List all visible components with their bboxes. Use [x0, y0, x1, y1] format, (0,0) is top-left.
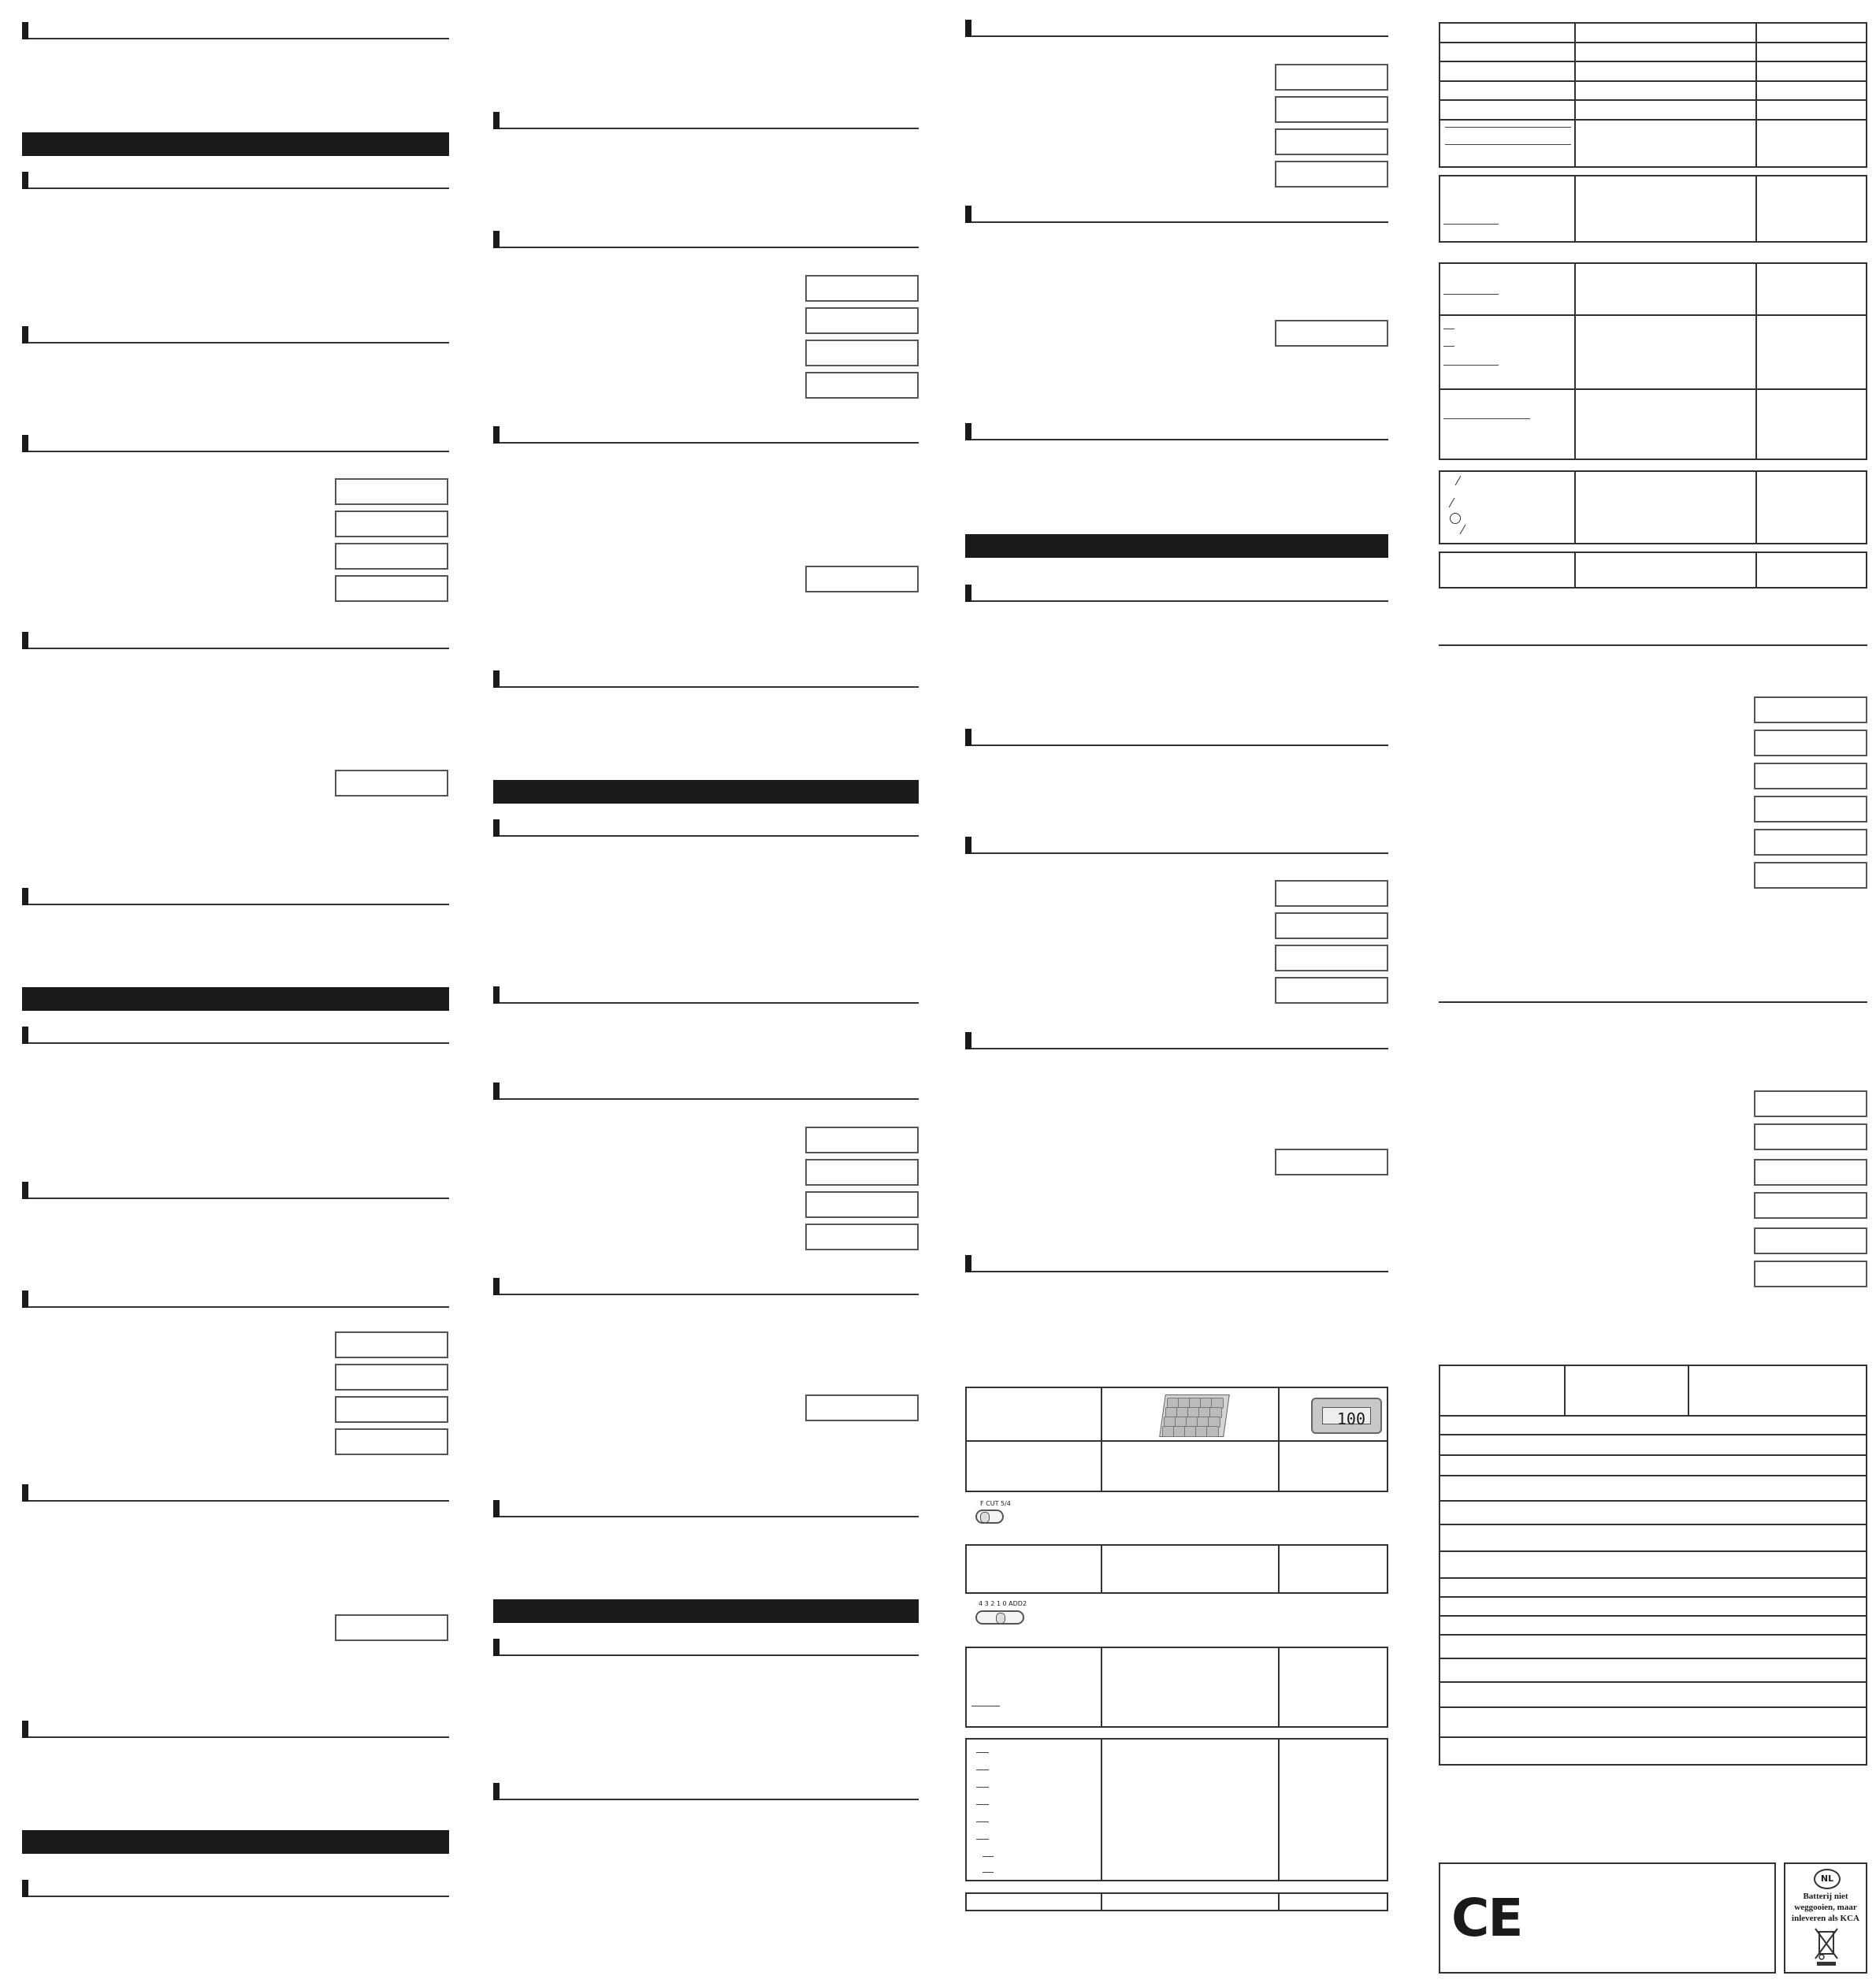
lcd-display-icon: [1311, 1398, 1382, 1434]
section-marker: [22, 22, 28, 39]
decimal-switch-label: 4 3 2 1 0 ADD2: [979, 1600, 1027, 1607]
section-rule: [971, 852, 1388, 854]
section-band: [493, 1599, 919, 1623]
section-rule: [971, 221, 1388, 223]
display-box: [805, 1191, 919, 1218]
section-marker: [22, 326, 28, 343]
section-rule: [28, 342, 449, 343]
display-box: [1275, 880, 1388, 907]
section-rule: [28, 1896, 449, 1897]
section-rule: [500, 1098, 919, 1100]
display-box: [1275, 1149, 1388, 1175]
display-box: [1275, 945, 1388, 971]
display-box: [805, 307, 919, 334]
table-3: [965, 1647, 1388, 1728]
section-marker: [965, 585, 971, 602]
section-marker: [22, 888, 28, 905]
display-box: [1754, 1261, 1867, 1287]
power-switch-label: F CUT 5/4: [980, 1500, 1011, 1507]
section-marker: [22, 1880, 28, 1897]
column-1: [0, 0, 473, 1983]
error-table: [1439, 1365, 1867, 1766]
display-box: [1275, 161, 1388, 188]
section-rule: [500, 1516, 919, 1517]
display-box: [335, 478, 448, 505]
display-box: [335, 575, 448, 602]
display-box: [335, 770, 448, 797]
section-rule: [28, 1306, 449, 1308]
display-box: [335, 1331, 448, 1358]
ce-mark-icon: CE: [1451, 1888, 1522, 1948]
display-box: [1754, 1159, 1867, 1186]
section-rule: [28, 1500, 449, 1502]
section-marker: [493, 231, 500, 248]
section-marker: [493, 112, 500, 129]
section-marker: [22, 172, 28, 189]
display-box: [335, 1614, 448, 1641]
section-rule: [971, 35, 1388, 37]
display-box: [1754, 696, 1867, 723]
section-rule: [28, 648, 449, 649]
section-band: [965, 534, 1388, 558]
power-source-table: [965, 1387, 1388, 1492]
display-box: [805, 1127, 919, 1153]
display-box: [1754, 1090, 1867, 1117]
column-2: [473, 0, 945, 1983]
display-box: [805, 340, 919, 366]
section-marker: [22, 435, 28, 452]
key-function-table-2: [1439, 175, 1867, 243]
decimal-switch-icon: [975, 1610, 1024, 1625]
section-rule: [28, 451, 449, 452]
table-4: [965, 1738, 1388, 1881]
section-rule: [500, 128, 919, 129]
section-rule: [500, 686, 919, 688]
section-rule: [500, 1002, 919, 1004]
country-badge: NL: [1814, 1869, 1841, 1889]
section-rule: [28, 1198, 449, 1199]
section-rule: [971, 1048, 1388, 1049]
key-function-table-4: [1439, 470, 1867, 544]
display-box: [1754, 763, 1867, 789]
section-marker: [965, 729, 971, 746]
section-marker: [493, 986, 500, 1004]
key-function-table-top: [1439, 22, 1867, 121]
section-rule: [28, 1042, 449, 1044]
section-marker: [493, 1639, 500, 1656]
section-rule: [28, 38, 449, 39]
key-function-table-3: [1439, 262, 1867, 460]
display-box: [1754, 829, 1867, 856]
section-marker: [965, 1255, 971, 1272]
section-rule: [971, 600, 1388, 602]
display-box: [1275, 128, 1388, 155]
section-marker: [493, 1783, 500, 1800]
section-rule: [971, 745, 1388, 746]
battery-disposal-notice: Batterij niet weggooien, maar inleveren als KCA: [1792, 1892, 1859, 1923]
display-box: [335, 1428, 448, 1455]
display-box: [1275, 977, 1388, 1004]
display-box: [805, 275, 919, 302]
ce-box: [1439, 1862, 1776, 1974]
section-rule: [500, 442, 919, 444]
section-marker: [22, 1484, 28, 1502]
section-rule: [28, 188, 449, 189]
display-box: [805, 1394, 919, 1421]
display-box: [805, 372, 919, 399]
display-box: [805, 1224, 919, 1250]
table-5: [965, 1892, 1388, 1911]
section-rule: [500, 1654, 919, 1656]
key-function-table-5: [1439, 551, 1867, 589]
section-marker: [493, 1278, 500, 1295]
display-box: [1754, 1123, 1867, 1150]
section-marker: [493, 670, 500, 688]
section-rule: [1439, 644, 1867, 646]
display-box: [1754, 796, 1867, 823]
section-marker: [22, 1027, 28, 1044]
section-marker: [965, 1032, 971, 1049]
recycling-box: [1784, 1862, 1867, 1974]
section-rule: [500, 1294, 919, 1295]
section-band: [493, 780, 919, 804]
section-marker: [22, 1182, 28, 1199]
power-switch-icon: [975, 1510, 1004, 1524]
display-box: [1275, 64, 1388, 91]
display-box: [805, 1159, 919, 1186]
display-box: [1754, 862, 1867, 889]
section-rule: [971, 1271, 1388, 1272]
section-rule: [500, 835, 919, 837]
section-marker: [965, 20, 971, 37]
section-rule: [500, 1799, 919, 1800]
section-marker: [965, 837, 971, 854]
display-box: [335, 543, 448, 570]
section-band: [22, 1830, 449, 1854]
display-box: [805, 566, 919, 592]
section-rule: [1439, 1001, 1867, 1003]
calculator-keypad-icon: [1162, 1394, 1225, 1435]
crossed-bin-icon: [1812, 1927, 1841, 1966]
section-marker: [493, 1500, 500, 1517]
display-box: [1275, 96, 1388, 123]
section-marker: [22, 632, 28, 649]
display-box: [1754, 730, 1867, 756]
section-marker: [22, 1290, 28, 1308]
section-marker: [493, 426, 500, 444]
column-4: [1418, 0, 1876, 1983]
section-rule: [500, 247, 919, 248]
keypad-key: [1206, 1426, 1219, 1437]
section-marker: [493, 1082, 500, 1100]
table-2: [965, 1544, 1388, 1594]
display-box: [335, 1364, 448, 1391]
lcd-value: 100: [1322, 1407, 1371, 1424]
display-box: [1275, 912, 1388, 939]
section-marker: [965, 423, 971, 440]
display-box: [1275, 320, 1388, 347]
display-box: [1754, 1227, 1867, 1254]
section-rule: [28, 904, 449, 905]
display-box: [335, 511, 448, 537]
section-marker: [965, 206, 971, 223]
column-3: [945, 0, 1418, 1983]
section-marker: [22, 1721, 28, 1738]
key-function-table-row: [1439, 121, 1867, 168]
display-box: [335, 1396, 448, 1423]
section-band: [22, 132, 449, 156]
display-box: [1754, 1192, 1867, 1219]
section-rule: [971, 439, 1388, 440]
section-band: [22, 987, 449, 1011]
section-marker: [493, 819, 500, 837]
section-rule: [28, 1736, 449, 1738]
